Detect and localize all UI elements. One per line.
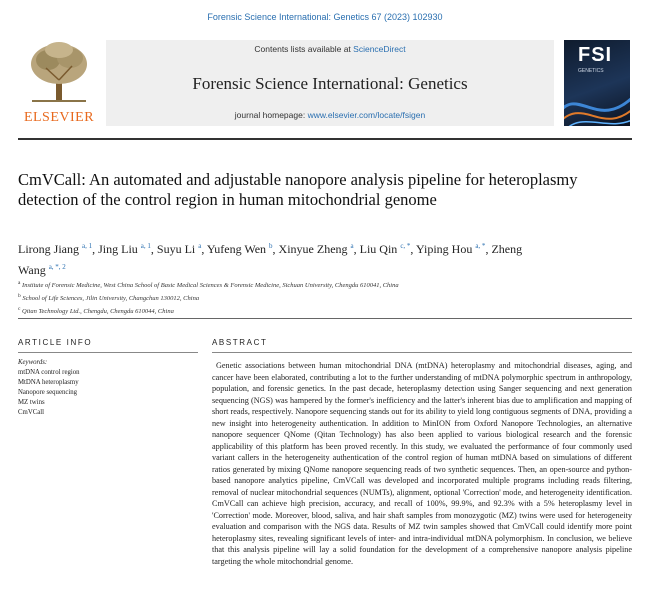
abstract-rule [212,352,632,353]
author-affil-marker[interactable]: a, *, 2 [48,263,66,271]
author-affil-marker[interactable]: b [269,242,273,250]
homepage-line [106,110,554,120]
affiliation-rule [18,318,632,319]
journal-banner [106,40,554,126]
keyword: CmVCall [18,409,45,416]
author-affil-marker[interactable]: a [198,242,202,250]
article-title: CmVCall: An automated and adjustable nanopore analysis pipeline for heteroplasmy detection of the control region in human mitochondrial genome [18,170,578,209]
author[interactable]: Yiping Hou $^{a, *}$, [415,242,489,256]
author-affil-marker[interactable]: a [350,242,354,250]
author-affil-marker[interactable]: a, 1 [140,242,151,250]
header-rule [18,138,632,140]
article-info-rule [18,352,198,353]
author[interactable]: Xinyue Zheng $^a$, [278,242,357,256]
cover-subtitle: GENETICS [578,68,604,74]
author-list [18,237,558,279]
author-affil-marker[interactable]: a, * [475,242,486,250]
publisher-name: ELSEVIER [23,110,95,125]
journal-citation[interactable]: Forensic Science International: Genetics 67 (2023) 102930 [207,12,443,22]
affiliation: $^a$ Institute of Forensic Medicine, West China School of Basic Medical Sciences & Forensic Medicine, Sichuan University, Chengdu 610041, China [18,280,399,290]
tree-logo-icon [26,40,92,104]
author[interactable]: Lirong Jiang $^{a, 1}$, [18,242,96,256]
keyword: MZ twins [18,399,45,406]
homepage-prefix: journal homepage: [234,110,308,120]
dna-swirl-icon [564,74,630,126]
keyword: mtDNA control region [18,369,80,376]
cover-title: FSI [578,44,613,66]
keyword: Nanopore sequencing [18,389,78,396]
author[interactable]: Jing Liu $^{a, 1}$, [98,242,154,256]
article-info-heading: ARTICLE INFO [18,338,93,347]
journal-title: Forensic Science International: Genetics [192,74,468,93]
author-affil-marker[interactable]: c, * [400,242,411,250]
abstract-text: Genetic associations between human mitochondrial DNA (mtDNA) heteroplasmy and mitochondrial diseases, aging, and cancer have been elaborated, contributing a lot to the further understanding of mtDNA polymorphic spectrum in anthropology, population, and forensic genetics. In the past decade, heteroplasmy detection using Sanger sequencing and next generation sequencing (NGS) was hampered by the former's inefficiency and the latter's inherent bias due to amplification and mapping of short reads, respectively. Nanopore sequencing stands out for its ability to yield long contiguous segments of DNA, providing a new insight into heterogeneity authentication. In addition to MinION from Oxford Nanopore Technologies, an alternative nanopore sequencer QNome (Qitan Technology) has also been applied to various biological research and the forensic applicability of this platform has been proved recently. In this study, we evaluated the performance of four commonly used variant callers in the heterogeneity authentication of the control region of human mtDNA based on simulations of different ratios generated by mixing QNome nanopore sequencing reads of two synthetic sequences. Then, an open-source and python-based nanopore analytics pipeline, CmVCall was developed and incorporated multiple programs including reads filtering, removal of nuclear mitochondrial sequences (NUMTs), alignment, optional 'Correction' mode, and heterogeneity identification. CmVCall can achieve high precision, accuracy, and recall of 100%, 99.9%, and 92.3% with a 5% heteroplasmy level in 'Correction' mode. Moreover, blood, saliva, and hair shaft samples from monozygotic (MZ) twins were used for heterogeneity evaluation and comparison with the NGS data. Results of MZ twin samples showed that CmVCall could identify more point heteroplasmy sites, revealing significant levels of inter- and intra-individual mtDNA polymorphism. In conclusion, we believe that this analysis pipeline will lay a solid foundation for the development of a comprehensive nanopore analysis pipeline targeting the whole mitochondrial genome. [212,361,632,566]
homepage-link[interactable]: www.elsevier.com/locate/fsigen [307,110,426,120]
contents-prefix: Contents lists available at [254,44,354,54]
sciencedirect-link[interactable]: ScienceDirect [353,44,406,54]
affiliation: $^b$ School of Life Sciences, Jilin University, Changchun 130012, China [18,293,200,303]
keyword: MtDNA heteroplasmy [18,379,79,386]
publisher-logo[interactable] [18,40,100,126]
affiliations [18,278,618,317]
keywords-heading: Keywords: [18,359,48,366]
author[interactable]: Liu Qin $^{c, *}$, [359,242,414,256]
author-affil-marker[interactable]: a, 1 [82,242,93,250]
author[interactable]: Suyu Li $^a$, [156,242,205,256]
journal-header [18,40,634,128]
journal-cover[interactable] [564,40,630,126]
abstract-heading: ABSTRACT [212,338,268,347]
affiliation: $^c$ Qitan Technology Ltd., Chengdu, Chengdu 610044, China [18,306,174,316]
author[interactable]: Yufeng Wen $^b$, [206,242,276,256]
contents-line [106,44,554,54]
author[interactable]: Zheng Wang $^{a, *, 2}$ [18,242,523,277]
keywords-block [18,358,198,418]
